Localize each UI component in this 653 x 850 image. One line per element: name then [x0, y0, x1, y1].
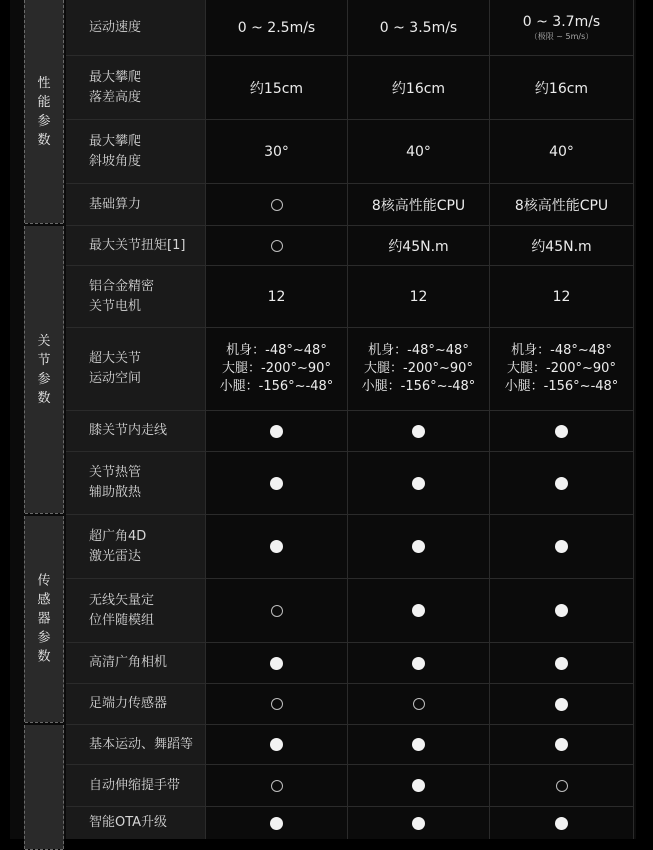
supported-mark	[555, 817, 568, 830]
table-row	[66, 807, 634, 839]
supported-mark	[555, 540, 568, 553]
value-note: （极限 ~ 5m/s）	[529, 32, 594, 41]
joint-range-text: 机身：-48°~48° 大腿：-200°~90° 小腿：-156°~-48°	[219, 343, 334, 394]
table-row	[66, 515, 634, 579]
value-cell	[490, 765, 634, 806]
row-label: 关节热管 辅助散热	[66, 452, 206, 514]
category-extra	[24, 725, 64, 849]
supported-mark	[412, 738, 425, 751]
supported-mark	[270, 657, 283, 670]
supported-mark	[555, 604, 568, 617]
value-cell	[206, 765, 348, 806]
row-label: 基础算力	[66, 184, 206, 225]
value-cell	[348, 643, 490, 683]
table-row	[66, 725, 634, 765]
row-label: 足端力传感器	[66, 684, 206, 724]
table-row	[66, 120, 634, 184]
category-sensor	[24, 516, 64, 722]
value-cell	[206, 579, 348, 642]
value-cell	[490, 328, 634, 410]
category-joint	[24, 226, 64, 513]
supported-mark	[412, 477, 425, 490]
row-label: 最大攀爬 落差高度	[66, 56, 206, 119]
supported-mark	[270, 477, 283, 490]
value-cell	[206, 226, 348, 265]
joint-range-text: 机身：-48°~48° 大腿：-200°~90° 小腿：-156°~-48°	[504, 343, 619, 394]
value-cell: 约45N.m	[490, 226, 634, 265]
value-cell: 约16cm	[490, 56, 634, 119]
value-cell: 8核高性能CPU	[348, 184, 490, 225]
supported-mark	[270, 817, 283, 830]
category-label: 传 感 器 参 数	[37, 573, 51, 665]
joint-range-text: 机身：-48°~48° 大腿：-200°~90° 小腿：-156°~-48°	[361, 343, 476, 394]
value-cell	[348, 328, 490, 410]
table-row	[66, 226, 634, 266]
supported-mark	[555, 738, 568, 751]
value-cell	[490, 515, 634, 578]
table-row	[66, 266, 634, 328]
value-cell: 8核高性能CPU	[490, 184, 634, 225]
supported-mark	[555, 477, 568, 490]
spec-table	[10, 0, 636, 839]
value-cell	[490, 452, 634, 514]
row-label: 运动速度	[66, 0, 206, 55]
supported-mark	[555, 425, 568, 438]
supported-mark	[270, 425, 283, 438]
row-label: 超广角4D 激光雷达	[66, 515, 206, 578]
value-cell	[206, 452, 348, 514]
value-cell	[348, 579, 490, 642]
supported-mark	[270, 738, 283, 751]
table-row	[66, 184, 634, 226]
supported-mark	[555, 657, 568, 670]
value-cell	[490, 579, 634, 642]
supported-mark	[412, 425, 425, 438]
table-row	[66, 643, 634, 684]
value-main: 0 ~ 3.7m/s	[522, 14, 601, 30]
value-cell	[206, 515, 348, 578]
value-cell: 40°	[348, 120, 490, 183]
value-cell: 0 ~ 3.5m/s	[348, 0, 490, 55]
value-cell	[490, 725, 634, 764]
table-row	[66, 765, 634, 807]
table-row	[66, 328, 634, 411]
row-label: 基本运动、舞蹈等	[66, 725, 206, 764]
supported-mark	[270, 540, 283, 553]
value-cell	[490, 807, 634, 839]
table-row	[66, 579, 634, 643]
value-cell	[348, 765, 490, 806]
table-row	[66, 0, 634, 56]
value-cell	[206, 684, 348, 724]
value-cell: 12	[348, 266, 490, 327]
unsupported-mark	[271, 199, 283, 211]
unsupported-mark	[556, 780, 568, 792]
table-row	[66, 411, 634, 452]
supported-mark	[412, 817, 425, 830]
value-cell	[348, 515, 490, 578]
value-cell: 约16cm	[348, 56, 490, 119]
row-label: 无线矢量定 位伴随模组	[66, 579, 206, 642]
value-cell: 约15cm	[206, 56, 348, 119]
value-cell	[490, 643, 634, 683]
value-cell	[348, 725, 490, 764]
value-cell: 约45N.m	[348, 226, 490, 265]
unsupported-mark	[271, 698, 283, 710]
unsupported-mark	[271, 780, 283, 792]
table-row	[66, 56, 634, 120]
value-cell: 40°	[490, 120, 634, 183]
row-label: 最大关节扭矩[1]	[66, 226, 206, 265]
value-cell	[348, 684, 490, 724]
value-cell	[490, 411, 634, 451]
table-row	[66, 452, 634, 515]
row-label: 铝合金精密 关节电机	[66, 266, 206, 327]
unsupported-mark	[271, 605, 283, 617]
value-cell: 12	[490, 266, 634, 327]
unsupported-mark	[413, 698, 425, 710]
row-label: 智能OTA升级	[66, 807, 206, 839]
supported-mark	[412, 604, 425, 617]
unsupported-mark	[271, 240, 283, 252]
value-cell	[348, 807, 490, 839]
value-cell	[206, 643, 348, 683]
value-cell	[206, 807, 348, 839]
supported-mark	[412, 779, 425, 792]
supported-mark	[412, 657, 425, 670]
row-label: 自动伸缩提手带	[66, 765, 206, 806]
supported-mark	[555, 698, 568, 711]
supported-mark	[412, 540, 425, 553]
row-label: 膝关节内走线	[66, 411, 206, 451]
value-cell	[206, 184, 348, 225]
row-label: 最大攀爬 斜坡角度	[66, 120, 206, 183]
value-cell	[348, 411, 490, 451]
value-cell: 12	[206, 266, 348, 327]
category-label: 关 节 参 数	[37, 333, 51, 406]
value-cell	[490, 0, 634, 55]
row-label: 超大关节 运动空间	[66, 328, 206, 410]
value-cell	[206, 328, 348, 410]
value-cell: 30°	[206, 120, 348, 183]
value-cell	[490, 684, 634, 724]
category-performance	[24, 0, 64, 223]
table-row	[66, 684, 634, 725]
value-cell	[206, 411, 348, 451]
value-cell	[348, 452, 490, 514]
row-label: 高清广角相机	[66, 643, 206, 683]
category-label: 性 能 参 数	[37, 75, 51, 148]
value-cell	[206, 725, 348, 764]
value-cell: 0 ~ 2.5m/s	[206, 0, 348, 55]
